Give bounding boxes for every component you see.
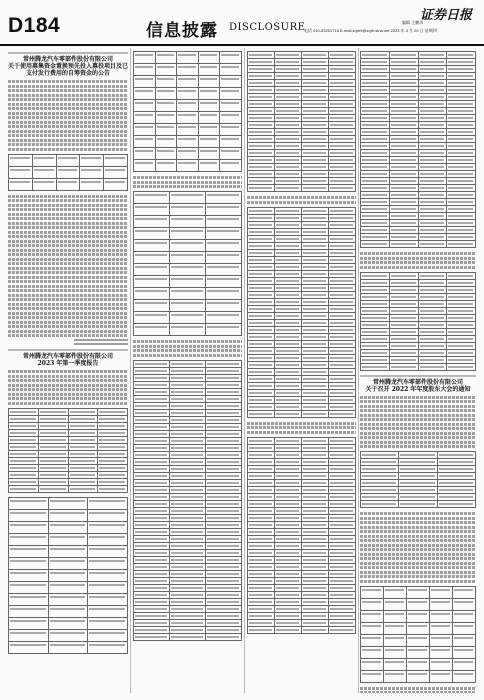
column-2 [133,48,242,693]
notice-header [360,375,476,393]
data-table [247,437,356,634]
data-table [360,51,476,248]
data-table [8,154,128,191]
data-table [8,408,128,493]
data-table [247,51,356,192]
masthead [0,0,484,46]
data-table [8,497,128,654]
data-table [133,51,242,172]
editor: 编辑 王鹏涛 [402,20,424,25]
column-divider [358,48,359,693]
masthead-meta [304,20,437,34]
section-title-en: DISCLOSURE [229,22,306,33]
column-divider [244,48,245,693]
data-table [360,272,476,371]
newspaper-logo: 证券日报 [420,8,473,23]
notice-header [8,349,128,367]
section-title-cn: 信息披露 [146,21,218,41]
data-table [360,586,476,683]
notice-title: 关于使用募集资金置换预先投入募投项目及已支付发行费用的自筹资金的公告 [8,63,128,77]
data-table [133,360,242,641]
company-name: 常州腾龙汽车零部件股份有限公司 [22,353,113,360]
data-table [360,451,476,508]
notice-title: 关于召开 2022 年年度股东大会的通知 [365,385,471,393]
data-table [247,207,356,418]
issue-date: 2023 年 4 月 20 日 星期四 [390,28,437,33]
company-name: 常州腾龙汽车零部件股份有限公司 [22,56,113,63]
column-divider [130,48,131,693]
notice-title: 2023 年第一季度报告 [37,360,99,367]
column-1 [8,48,128,693]
company-name: 常州腾龙汽车零部件股份有限公司 [372,378,463,386]
page-number: D184 [8,14,61,37]
column-3 [247,48,356,693]
contact: 电话 010-83251716 E-mail:zqrb9@zqrb.sina.net [304,28,390,33]
notice-header [8,52,128,77]
column-4 [360,48,476,693]
data-table [133,191,242,336]
